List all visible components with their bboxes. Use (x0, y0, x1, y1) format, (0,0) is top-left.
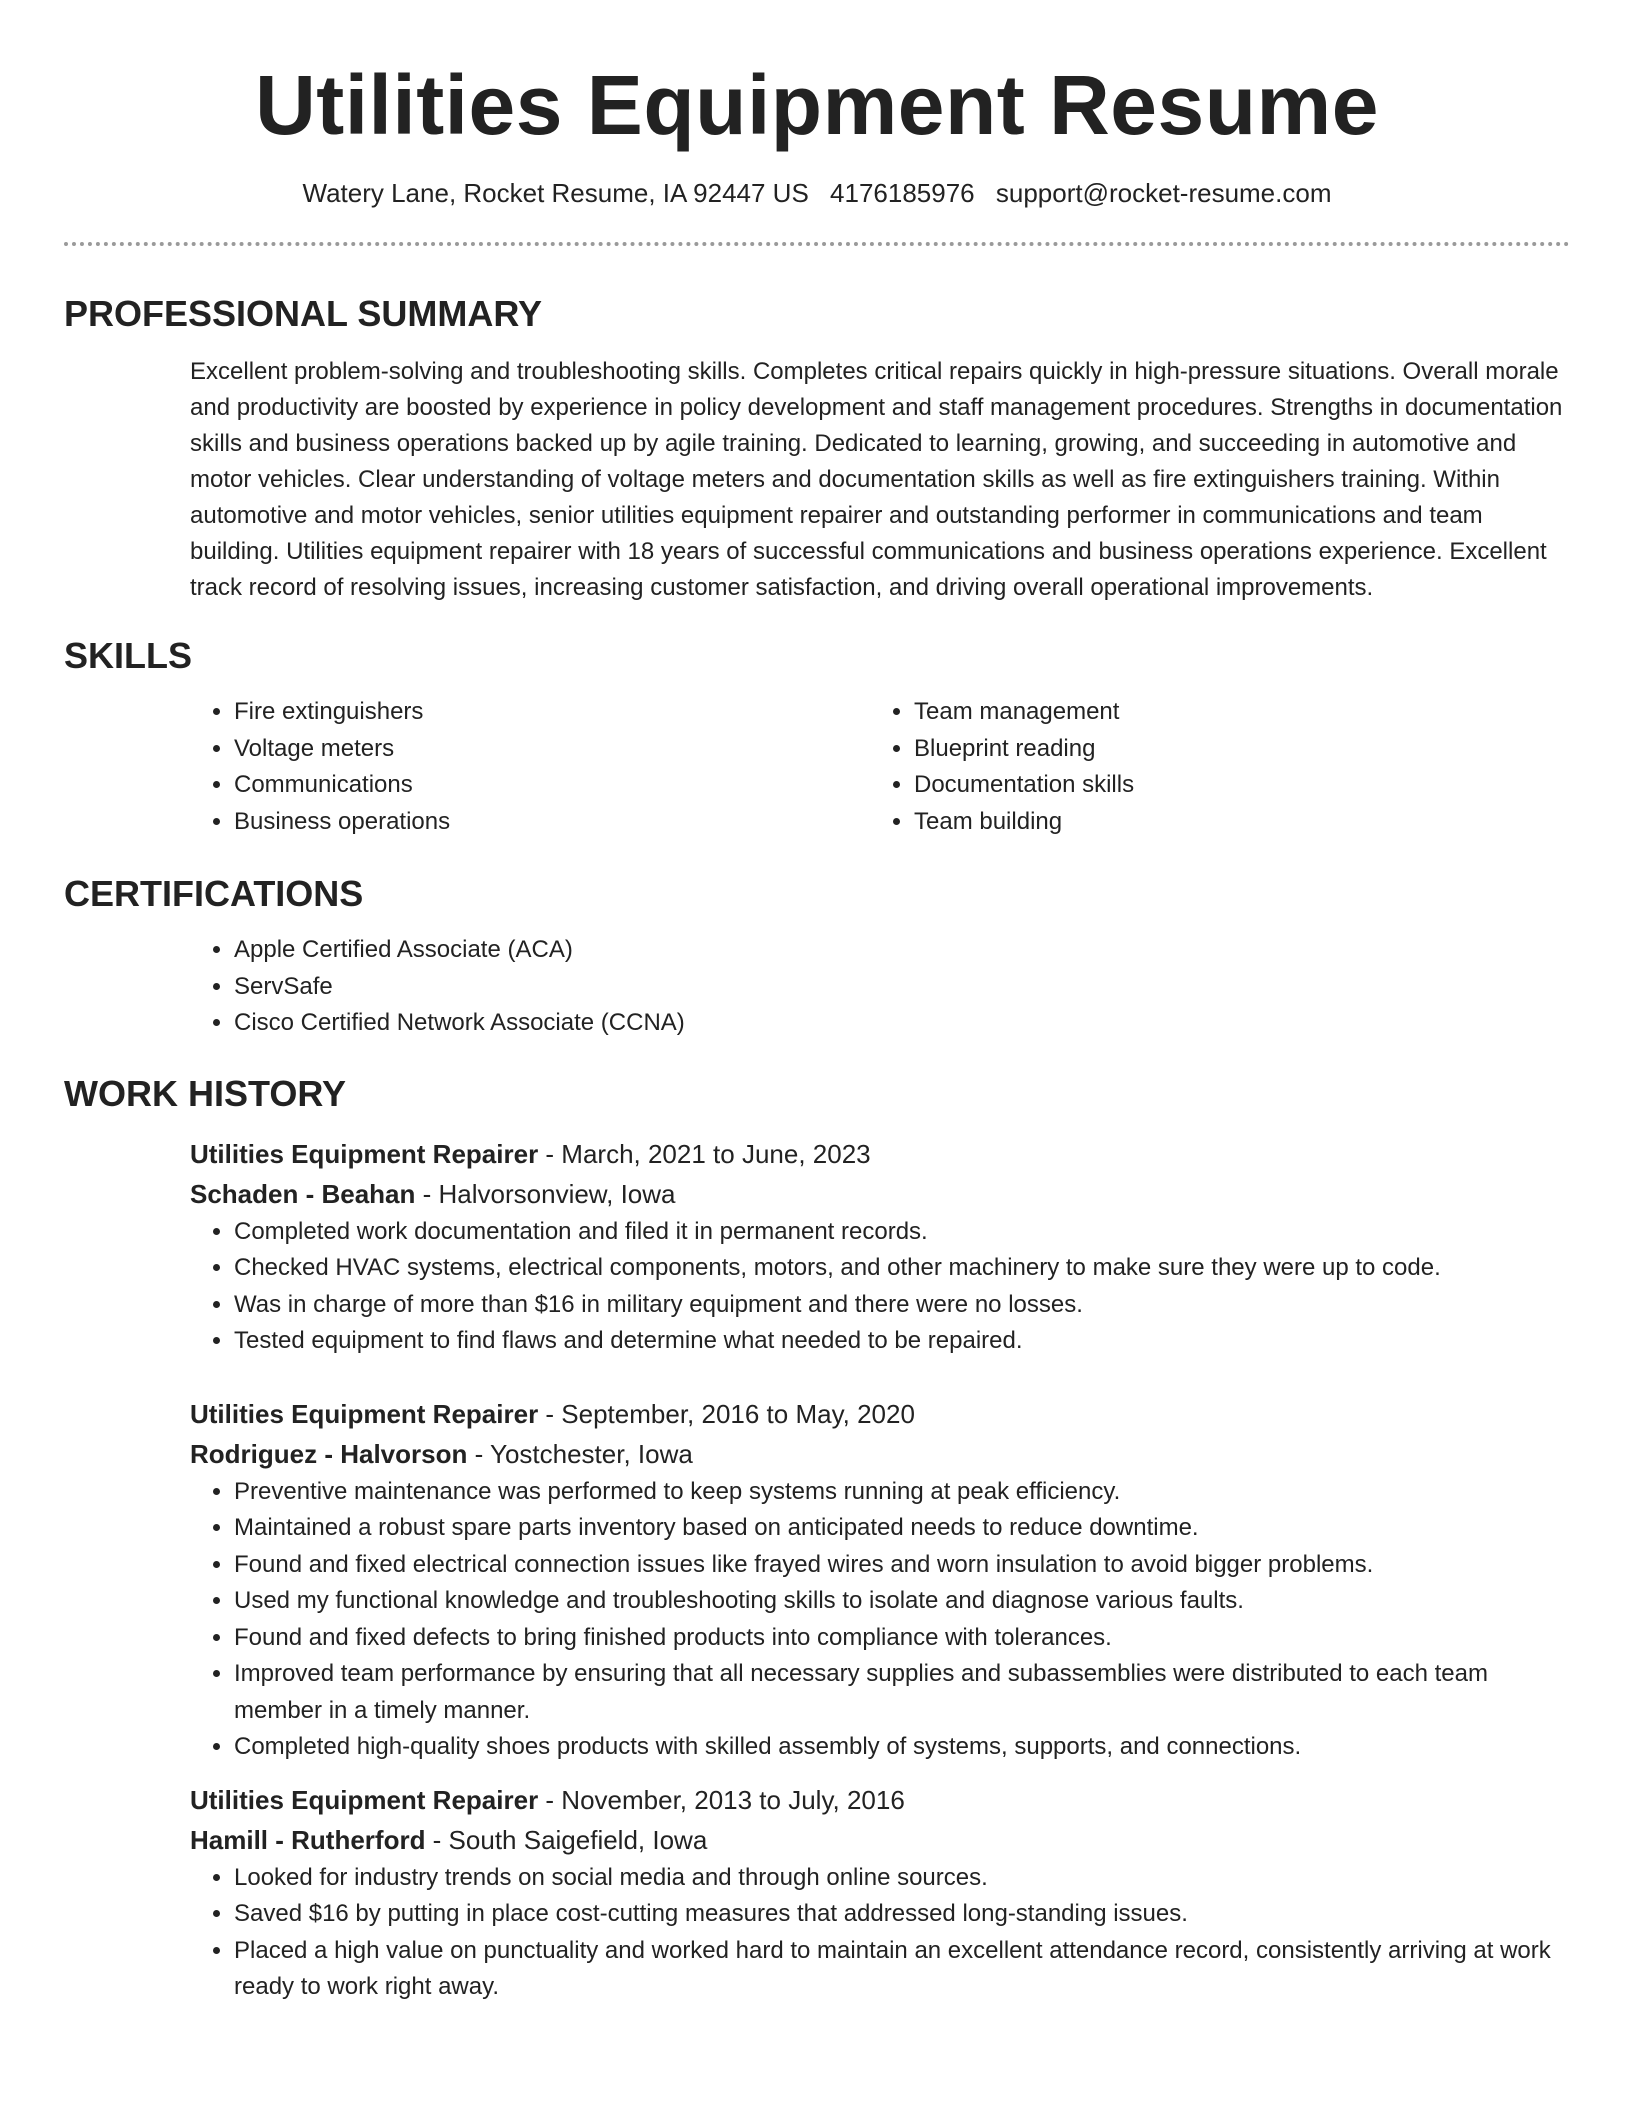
job-company: Schaden - Beahan (190, 1178, 416, 1209)
certifications-list (190, 932, 1570, 1042)
job-bullet: • Improved team performance by ensuring that all necessary supplies and subassemblies were distributed to each team member in a timely manner. (234, 1656, 1570, 1729)
job-entry (190, 1780, 1570, 2006)
skill-item: • Documentation skills (914, 767, 1550, 804)
certification-item: • ServSafe (234, 969, 1570, 1006)
job-location: - Yostchester, Iowa (467, 1438, 693, 1469)
job-bullet: • Used my functional knowledge and troubleshooting skills to isolate and diagnose various faults. (234, 1583, 1570, 1620)
resume-title: Utilities Equipment Resume (255, 58, 1379, 152)
job-title-line (190, 1134, 1570, 1174)
job-company: Hamill - Rutherford (190, 1824, 426, 1855)
job-dates: - September, 2016 to May, 2020 (538, 1398, 915, 1429)
job-bullet: • Completed high-quality shoes products with skilled assembly of systems, supports, and connections. (234, 1729, 1570, 1766)
certification-item: • Cisco Certified Network Associate (CCNA) (234, 1005, 1570, 1042)
job-dates: - November, 2013 to July, 2016 (538, 1784, 905, 1815)
job-bullet: • Found and fixed defects to bring finished products into compliance with tolerances. (234, 1620, 1570, 1657)
skill-item: • Blueprint reading (914, 731, 1550, 768)
job-bullet: • Looked for industry trends on social media and through online sources. (234, 1860, 1570, 1897)
job-bullet: • Found and fixed electrical connection issues like frayed wires and worn insulation to avoid bigger problems. (234, 1547, 1570, 1584)
job-dates: - March, 2021 to June, 2023 (538, 1138, 871, 1169)
skills-column-left (190, 694, 870, 840)
contact-line (64, 176, 1570, 210)
resume-page (64, 0, 1570, 2006)
job-bullets (190, 1474, 1570, 1766)
job-bullet: • Checked HVAC systems, electrical components, motors, and other machinery to make sure they were up to code. (234, 1250, 1570, 1287)
job-company-line (190, 1434, 1570, 1474)
job-location: - South Saigefield, Iowa (425, 1824, 708, 1855)
job-title: Utilities Equipment Repairer (190, 1138, 539, 1169)
skill-item: • Team management (914, 694, 1550, 731)
job-bullet: • Saved $16 by putting in place cost-cutting measures that addressed long-standing issues. (234, 1896, 1570, 1933)
job-bullet: • Maintained a robust spare parts inventory based on anticipated needs to reduce downtime. (234, 1510, 1570, 1547)
contact-phone: 4176185976 (830, 178, 975, 208)
job-title-line (190, 1394, 1570, 1434)
job-title-line (190, 1780, 1570, 1820)
skill-item: • Team building (914, 804, 1550, 841)
job-company: Rodriguez - Halvorson (190, 1438, 468, 1469)
header-divider (64, 242, 1570, 246)
job-bullet: • Was in charge of more than $16 in military equipment and there were no losses. (234, 1287, 1570, 1324)
job-company-line (190, 1174, 1570, 1214)
skill-item: • Fire extinguishers (234, 694, 870, 731)
job-bullet: • Tested equipment to find flaws and determine what needed to be repaired. (234, 1323, 1570, 1360)
job-location: - Halvorsonview, Iowa (415, 1178, 676, 1209)
job-title: Utilities Equipment Repairer (190, 1398, 539, 1429)
contact-address: Watery Lane, Rocket Resume, IA 92447 US (302, 178, 809, 208)
skill-item: • Business operations (234, 804, 870, 841)
job-bullet: • Preventive maintenance was performed to keep systems running at peak efficiency. (234, 1474, 1570, 1511)
job-company-line (190, 1820, 1570, 1860)
job-title: Utilities Equipment Repairer (190, 1784, 539, 1815)
job-bullets (190, 1214, 1570, 1360)
job-bullet: • Placed a high value on punctuality and worked hard to maintain an excellent attendance record, consistently arriving at work ready to work right away. (234, 1933, 1570, 2006)
summary-heading: PROFESSIONAL SUMMARY (64, 293, 543, 334)
job-bullet: • Completed work documentation and filed it in permanent records. (234, 1214, 1570, 1251)
job-entry (190, 1394, 1570, 1766)
skill-item: • Voltage meters (234, 731, 870, 768)
contact-email: support@rocket-resume.com (995, 178, 1332, 208)
skills-list (190, 694, 1570, 840)
skill-item: • Communications (234, 767, 870, 804)
summary-text: Excellent problem-solving and troubleshooting skills. Completes critical repairs quickly in high-pressure situations. Overall morale and productivity are boosted by experience in policy development and staff management procedures. Strengths in documentation skills and business operations backed up by agile training. Dedicated to learning, growing, and succeeding in automotive and motor vehicles. Clear understanding of voltage meters and documentation skills as well as fire extinguishers training. Within automotive and motor vehicles, senior utilities equipment repairer and outstanding performer in communications and team building. Utilities equipment repairer with 18 years of successful communications and business operations experience. Excellent track record of resolving issues, increasing customer satisfaction, and driving overall operational improvements. (190, 358, 1563, 601)
certification-item: • Apple Certified Associate (ACA) (234, 932, 1570, 969)
certifications-heading: CERTIFICATIONS (64, 873, 364, 914)
work-history-heading: WORK HISTORY (64, 1072, 347, 1114)
skills-heading: SKILLS (64, 635, 193, 676)
job-bullets (190, 1860, 1570, 2006)
job-entry (190, 1134, 1570, 1360)
skills-column-right (870, 694, 1550, 840)
